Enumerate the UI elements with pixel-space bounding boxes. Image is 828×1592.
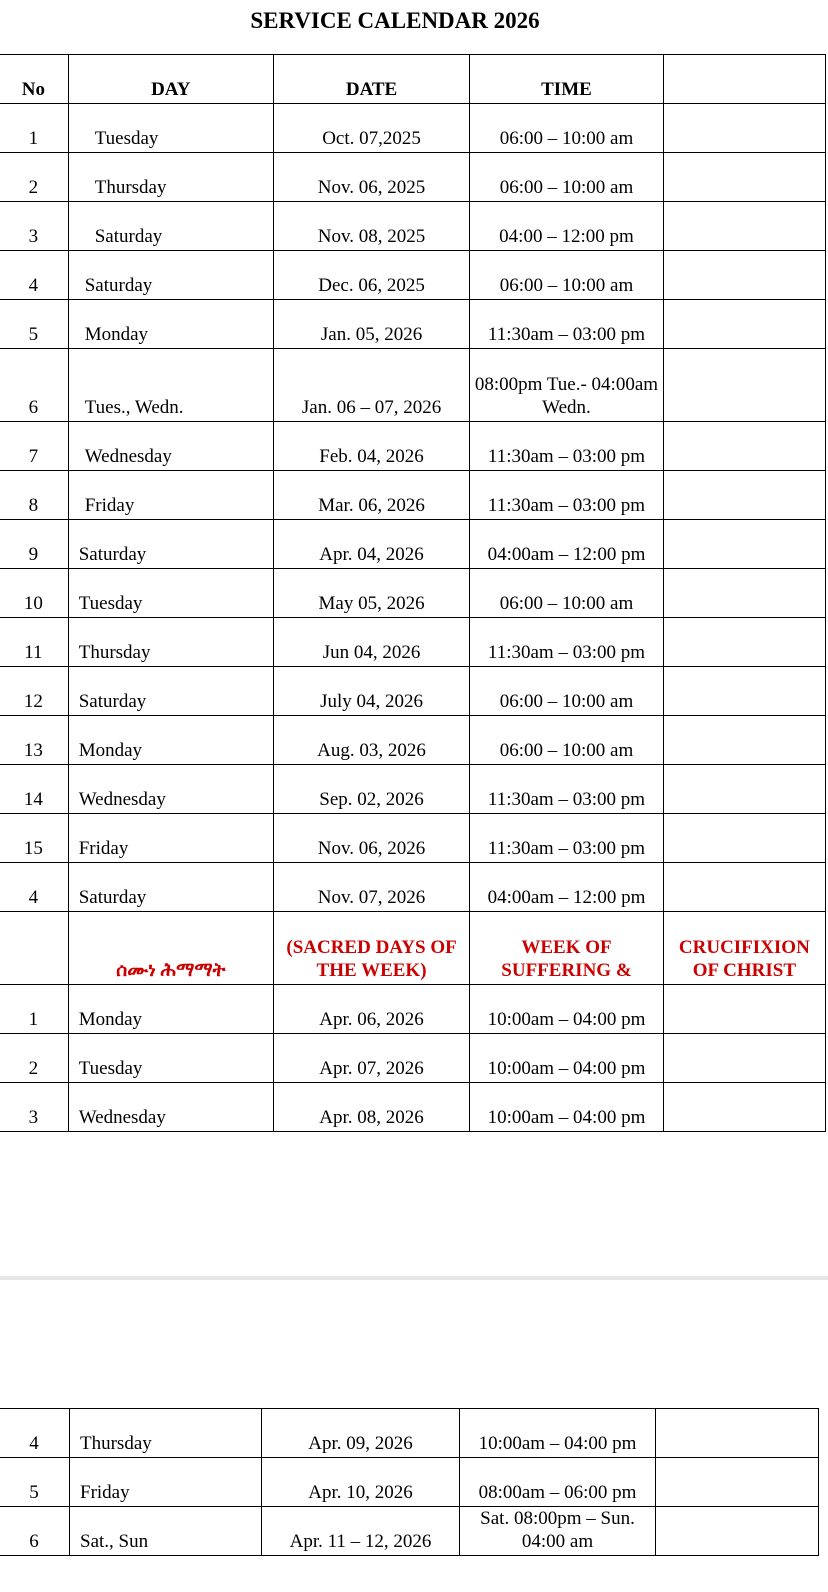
cell-no: 6 — [0, 349, 68, 422]
cell-no: 2 — [0, 153, 68, 202]
cell-no: 5 — [0, 300, 68, 349]
cell-day: Thursday — [68, 618, 273, 667]
cell-no: 1 — [0, 104, 68, 153]
cell-extra — [663, 814, 825, 863]
cell-date: Apr. 08, 2026 — [273, 1083, 469, 1132]
cell-no: 3 — [0, 1083, 68, 1132]
table-row — [0, 618, 826, 667]
cell-day: Wednesday — [68, 422, 273, 471]
table-row — [0, 153, 826, 202]
cell-date: Mar. 06, 2026 — [273, 471, 469, 520]
cell-no: 11 — [0, 618, 68, 667]
table-row — [0, 104, 826, 153]
table-row — [0, 202, 826, 251]
cell-time: 10:00am – 04:00 pm — [460, 1409, 656, 1458]
cell-time: 06:00 – 10:00 am — [470, 716, 663, 765]
header-extra — [663, 55, 825, 104]
cell-extra — [663, 251, 825, 300]
cell-day: Thursday — [68, 153, 273, 202]
table-row — [0, 569, 826, 618]
cell-date: Apr. 06, 2026 — [273, 985, 469, 1034]
cell-date: Nov. 08, 2025 — [273, 202, 469, 251]
cell-day: Saturday — [68, 667, 273, 716]
cell-date: July 04, 2026 — [273, 667, 469, 716]
cell-day: Tuesday — [68, 1034, 273, 1083]
cell-extra — [663, 300, 825, 349]
holy-week-amharic: ሰሙነ ሕማማት — [68, 912, 273, 985]
cell-time: 06:00 – 10:00 am — [470, 569, 663, 618]
table-row — [0, 349, 826, 422]
cell-date: Apr. 11 – 12, 2026 — [262, 1507, 460, 1556]
header-day: DAY — [68, 55, 273, 104]
cell-time: 06:00 – 10:00 am — [470, 251, 663, 300]
cell-time: 11:30am – 03:00 pm — [470, 814, 663, 863]
cell-day: Sat., Sun — [70, 1507, 262, 1556]
cell-date: Sep. 02, 2026 — [273, 765, 469, 814]
cell-time: 11:30am – 03:00 pm — [470, 765, 663, 814]
cell-no: 5 — [0, 1458, 70, 1507]
table-row — [0, 300, 826, 349]
cell-extra — [663, 1034, 825, 1083]
header-row — [0, 55, 826, 104]
cell-time: 08:00am – 06:00 pm — [460, 1458, 656, 1507]
service-calendar-table — [0, 54, 826, 1132]
cell-time: 04:00 – 12:00 pm — [470, 202, 663, 251]
table-row — [0, 765, 826, 814]
cell-date: Feb. 04, 2026 — [273, 422, 469, 471]
holy-week-week-of: WEEK OF SUFFERING & — [470, 912, 663, 985]
table-row — [0, 863, 826, 912]
cell-day: Friday — [70, 1458, 262, 1507]
cell-date: Apr. 09, 2026 — [262, 1409, 460, 1458]
table-row — [0, 1409, 819, 1458]
cell-extra — [663, 349, 825, 422]
cell-date: Jan. 06 – 07, 2026 — [273, 349, 469, 422]
cell-no: 9 — [0, 520, 68, 569]
cell-no: 3 — [0, 202, 68, 251]
cell-day: Monday — [68, 716, 273, 765]
cell-day: Friday — [68, 814, 273, 863]
cell-extra — [656, 1507, 819, 1556]
cell-no: 15 — [0, 814, 68, 863]
page-break-divider — [0, 1276, 828, 1280]
cell-extra — [656, 1409, 819, 1458]
cell-day: Saturday — [68, 863, 273, 912]
cell-extra — [663, 104, 825, 153]
cell-day: Tuesday — [68, 104, 273, 153]
cell-extra — [663, 863, 825, 912]
cell-extra — [663, 153, 825, 202]
cell-extra — [663, 471, 825, 520]
cell-no: 6 — [0, 1507, 70, 1556]
table-row — [0, 520, 826, 569]
table-row — [0, 1034, 826, 1083]
cell-date: Jan. 05, 2026 — [273, 300, 469, 349]
service-calendar-table-page-2 — [0, 1408, 819, 1556]
cell-day: Thursday — [70, 1409, 262, 1458]
table-row — [0, 716, 826, 765]
cell-day: Saturday — [68, 202, 273, 251]
cell-no: 14 — [0, 765, 68, 814]
header-date: DATE — [273, 55, 469, 104]
cell-date: Nov. 06, 2025 — [273, 153, 469, 202]
table-row — [0, 471, 826, 520]
cell-date: Nov. 06, 2026 — [273, 814, 469, 863]
cell-time: 06:00 – 10:00 am — [470, 667, 663, 716]
cell-day: Tuesday — [68, 569, 273, 618]
cell-date: Apr. 07, 2026 — [273, 1034, 469, 1083]
holy-week-no — [0, 912, 68, 985]
header-no: No — [0, 55, 68, 104]
cell-time: 10:00am – 04:00 pm — [470, 1083, 663, 1132]
cell-no: 1 — [0, 985, 68, 1034]
cell-time: 10:00am – 04:00 pm — [470, 1034, 663, 1083]
cell-date: Jun 04, 2026 — [273, 618, 469, 667]
cell-extra — [656, 1458, 819, 1507]
cell-extra — [663, 716, 825, 765]
cell-day: Wednesday — [68, 765, 273, 814]
cell-day: Saturday — [68, 520, 273, 569]
cell-no: 4 — [0, 251, 68, 300]
cell-date: May 05, 2026 — [273, 569, 469, 618]
cell-no: 7 — [0, 422, 68, 471]
cell-time: 04:00am – 12:00 pm — [470, 520, 663, 569]
holy-week-sacred-days: (SACRED DAYS OF THE WEEK) — [273, 912, 469, 985]
cell-day: Saturday — [68, 251, 273, 300]
cell-date: Oct. 07,2025 — [273, 104, 469, 153]
cell-extra — [663, 618, 825, 667]
table-row — [0, 985, 826, 1034]
cell-extra — [663, 985, 825, 1034]
cell-no: 4 — [0, 863, 68, 912]
cell-no: 8 — [0, 471, 68, 520]
cell-time: 11:30am – 03:00 pm — [470, 300, 663, 349]
cell-extra — [663, 667, 825, 716]
cell-no: 10 — [0, 569, 68, 618]
cell-time: Sat. 08:00pm – Sun. 04:00 am — [460, 1507, 656, 1556]
cell-no: 12 — [0, 667, 68, 716]
cell-time: 04:00am – 12:00 pm — [470, 863, 663, 912]
header-time: TIME — [470, 55, 663, 104]
cell-day: Monday — [68, 985, 273, 1034]
table-row — [0, 1507, 819, 1556]
cell-extra — [663, 1083, 825, 1132]
cell-no: 2 — [0, 1034, 68, 1083]
cell-day: Wednesday — [68, 1083, 273, 1132]
holy-week-header-row — [0, 912, 826, 985]
cell-day: Monday — [68, 300, 273, 349]
cell-extra — [663, 765, 825, 814]
cell-date: Aug. 03, 2026 — [273, 716, 469, 765]
cell-date: Dec. 06, 2025 — [273, 251, 469, 300]
cell-no: 4 — [0, 1409, 70, 1458]
cell-time: 10:00am – 04:00 pm — [470, 985, 663, 1034]
table-row — [0, 667, 826, 716]
table-row — [0, 1458, 819, 1507]
cell-date: Nov. 07, 2026 — [273, 863, 469, 912]
table-row — [0, 814, 826, 863]
page-title: SERVICE CALENDAR 2026 — [250, 8, 540, 33]
table-row — [0, 422, 826, 471]
cell-day: Friday — [68, 471, 273, 520]
cell-extra — [663, 422, 825, 471]
cell-time: 06:00 – 10:00 am — [470, 153, 663, 202]
cell-time: 11:30am – 03:00 pm — [470, 471, 663, 520]
cell-date: Apr. 10, 2026 — [262, 1458, 460, 1507]
cell-time: 11:30am – 03:00 pm — [470, 422, 663, 471]
cell-no: 13 — [0, 716, 68, 765]
cell-extra — [663, 202, 825, 251]
holy-week-crucifixion: CRUCIFIXION OF CHRIST — [663, 912, 825, 985]
cell-date: Apr. 04, 2026 — [273, 520, 469, 569]
cell-time: 08:00pm Tue.- 04:00am Wedn. — [470, 349, 663, 422]
cell-extra — [663, 520, 825, 569]
cell-day: Tues., Wedn. — [68, 349, 273, 422]
cell-extra — [663, 569, 825, 618]
table-row — [0, 251, 826, 300]
cell-time: 06:00 – 10:00 am — [470, 104, 663, 153]
cell-time: 11:30am – 03:00 pm — [470, 618, 663, 667]
table-row — [0, 1083, 826, 1132]
